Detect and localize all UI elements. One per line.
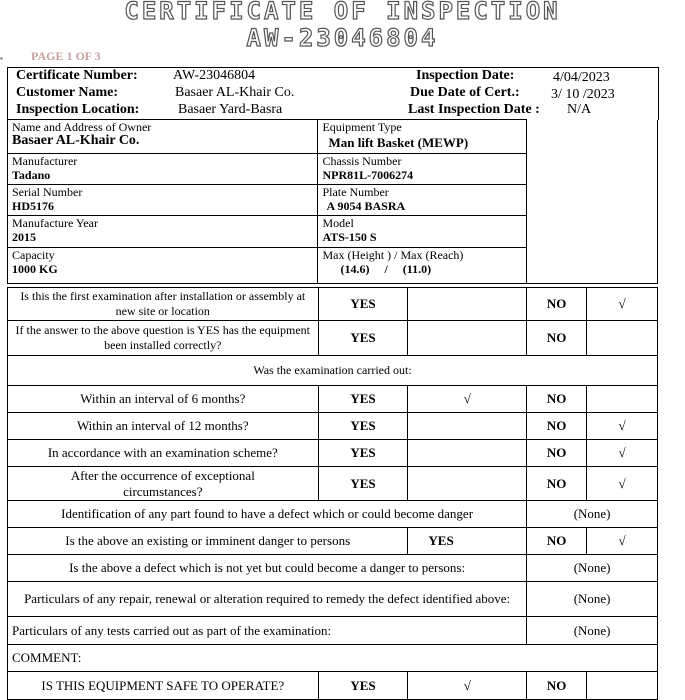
examination-questions-table — [7, 287, 658, 700]
comment-label: COMMENT: — [8, 645, 658, 672]
question-exceptional-circumstances: After the occurrence of exceptional circumstances? — [8, 467, 319, 501]
plate-cell: Plate Number A 9054 BASRA — [318, 185, 527, 216]
question-imminent-danger: Is the above an existing or imminent danger to persons — [8, 528, 408, 555]
answer-yes: YES — [318, 288, 408, 321]
last-inspection-label: Last Inspection Date : — [408, 102, 540, 117]
question-tests-particulars: Particulars of any tests carried out as part of the examination: — [8, 617, 527, 645]
model-cell: Model ATS-150 S — [318, 216, 527, 248]
cert-number-value: AW-23046804 — [173, 68, 256, 83]
answer-yes: YES — [318, 413, 408, 440]
year-value: 2015 — [12, 230, 36, 244]
answer-no: NO — [527, 413, 587, 440]
customer-value: Basaer AL-Khair Co. — [175, 85, 295, 100]
question-repair-particulars: Particulars of any repair, renewal or alteration required to remedy the defect identified above: — [8, 582, 527, 617]
answer-no: NO — [527, 321, 587, 356]
equipment-type-value: Man lift Basket (MEWP) — [328, 135, 469, 150]
chassis-cell: Chassis Number NPR81L-7006274 — [318, 154, 527, 185]
answer-yes: YES — [408, 528, 527, 555]
margin-marker: ▪ — [0, 54, 3, 63]
answer-none: (None) — [527, 617, 658, 645]
location-value: Basaer Yard-Basra — [178, 102, 283, 117]
due-date-value: 3/ 10 /2023 — [551, 87, 615, 102]
question-installed-correctly: If the answer to the above question is YES has the equipment been installed correctly? — [8, 321, 319, 356]
due-date-label: Due Date of Cert.: — [410, 85, 520, 100]
answer-yes-tick: √ — [408, 672, 527, 700]
answer-yes: YES — [318, 386, 408, 413]
owner-cell: Name and Address of Owner Basaer AL-Khair Co. — [8, 120, 318, 154]
max-height-reach-cell: Max (Height ) / Max (Reach) (14.6) / (11.0) — [318, 248, 527, 284]
capacity-cell: Capacity 1000 KG — [8, 248, 318, 284]
last-inspection-value: N/A — [567, 102, 592, 117]
capacity-value: 1000 KG — [12, 262, 58, 276]
answer-yes-tick: √ — [408, 386, 527, 413]
serial-value: HD5176 — [12, 199, 54, 213]
question-examination-scheme: In accordance with an examination scheme? — [8, 440, 319, 467]
year-cell: Manufacture Year 2015 — [8, 216, 318, 248]
answer-no: NO — [527, 288, 587, 321]
answer-no: NO — [527, 386, 587, 413]
equipment-info-table — [7, 119, 658, 284]
location-label: Inspection Location: — [16, 102, 140, 117]
certificate-number-title: AW-23046804 — [246, 24, 439, 52]
model-value: ATS-150 S — [322, 230, 377, 244]
answer-none: (None) — [527, 555, 658, 582]
answer-yes-tick — [408, 440, 527, 467]
answer-none: (None) — [527, 582, 658, 617]
answer-yes-tick — [408, 413, 527, 440]
answer-no: NO — [527, 672, 587, 700]
serial-cell: Serial Number HD5176 — [8, 185, 318, 216]
answer-no: NO — [527, 440, 587, 467]
cert-number-label: Certificate Number: — [16, 68, 138, 83]
answer-no-tick: √ — [587, 467, 658, 501]
answer-no-tick: √ — [587, 528, 658, 555]
owner-value: Basaer AL-Khair Co. — [12, 133, 140, 148]
customer-label: Customer Name: — [16, 85, 118, 100]
question-defect-identification: Identification of any part found to have a defect which or could become danger — [8, 501, 527, 528]
answer-no-tick — [587, 386, 658, 413]
answer-yes: YES — [318, 672, 408, 700]
question-first-examination: Is this the first examination after installation or assembly at new site or location — [8, 288, 319, 321]
question-12-months: Within an interval of 12 months? — [8, 413, 319, 440]
certificate-header — [7, 67, 659, 120]
answer-yes-tick — [408, 467, 527, 501]
inspection-date-value: 4/04/2023 — [553, 70, 610, 85]
page-label: PAGE 1 OF 3 — [31, 49, 101, 63]
manufacturer-cell: Manufacturer Tadano — [8, 154, 318, 185]
answer-no: NO — [527, 467, 587, 501]
answer-no-tick: √ — [587, 288, 658, 321]
blank-cell — [527, 120, 658, 284]
chassis-value: NPR81L-7006274 — [322, 168, 414, 182]
answer-yes: YES — [318, 440, 408, 467]
examination-heading: Was the examination carried out: — [8, 356, 658, 386]
manufacturer-value: Tadano — [12, 168, 51, 182]
question-future-danger: Is the above a defect which is not yet but could become a danger to persons: — [8, 555, 527, 582]
answer-none: (None) — [527, 501, 658, 528]
answer-no-tick — [587, 321, 658, 356]
equipment-type-cell: Equipment Type Man lift Basket (MEWP) — [318, 120, 527, 154]
inspection-date-label: Inspection Date: — [416, 68, 515, 83]
answer-yes-tick — [408, 288, 527, 321]
answer-no-tick: √ — [587, 413, 658, 440]
answer-no-tick — [587, 672, 658, 700]
answer-no: NO — [527, 528, 587, 555]
certificate-title: CERTIFICATE OF INSPECTION — [124, 0, 561, 25]
answer-yes: YES — [318, 321, 408, 356]
max-height-reach-value: (14.6) / (11.0) — [340, 262, 432, 276]
answer-no-tick: √ — [587, 440, 658, 467]
plate-value: A 9054 BASRA — [326, 199, 406, 213]
question-6-months: Within an interval of 6 months? — [8, 386, 319, 413]
answer-yes: YES — [318, 467, 408, 501]
answer-yes-tick — [408, 321, 527, 356]
question-safe-to-operate: IS THIS EQUIPMENT SAFE TO OPERATE? — [8, 672, 319, 700]
